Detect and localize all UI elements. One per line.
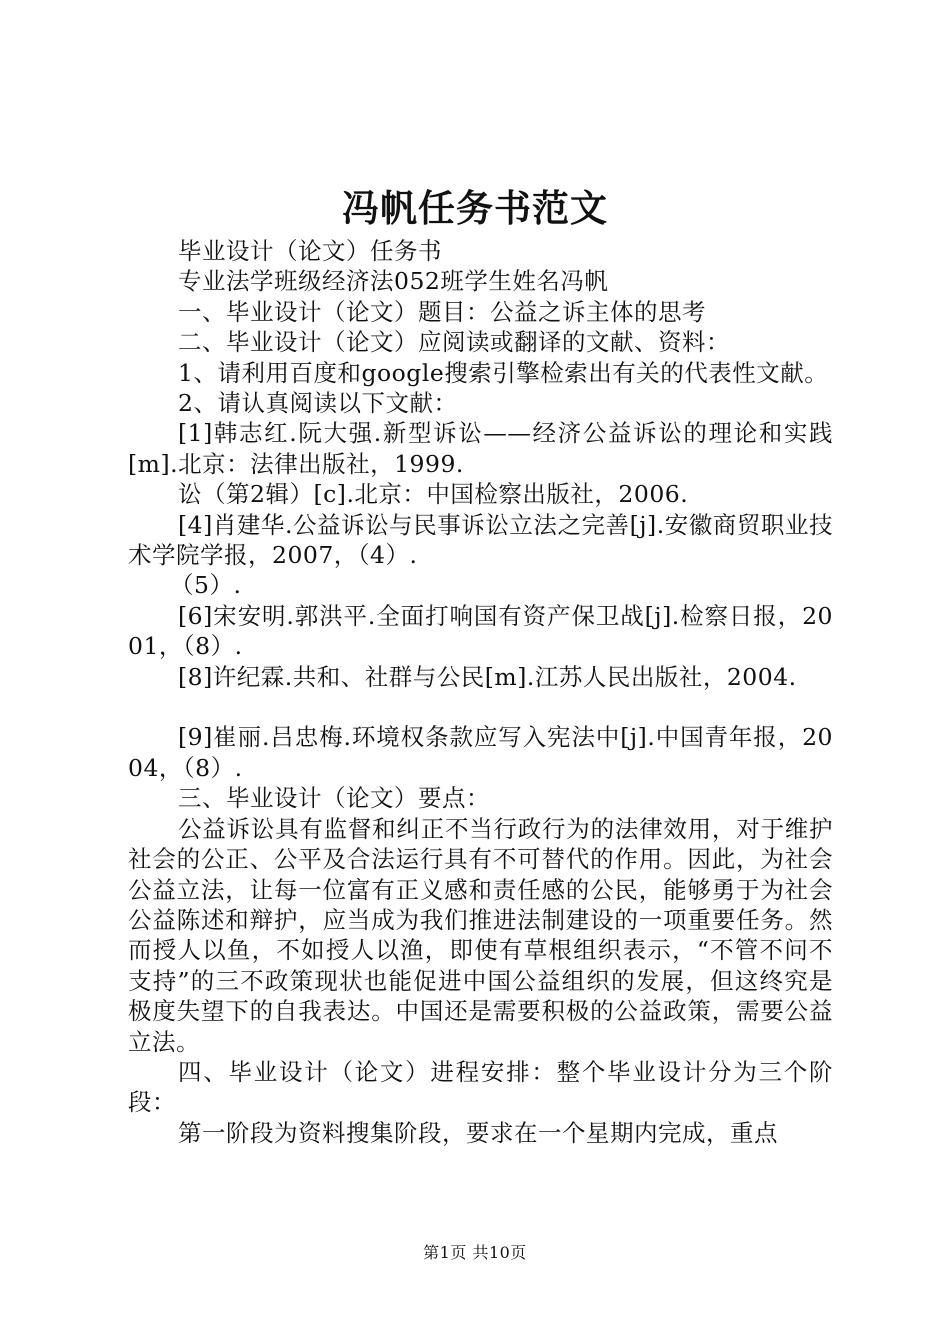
- paragraph: 二、毕业设计（论文）应阅读或翻译的文献、资料：: [178, 328, 730, 357]
- paragraph: 一、毕业设计（论文）题目：公益之诉主体的思考: [178, 297, 706, 326]
- paragraph: 第一阶段为资料搜集阶段，要求在一个星期内完成，重点: [178, 1118, 778, 1147]
- reference-item: [8]许纪霖.共和、社群与公民[m].江苏人民出版社，2004.: [178, 662, 797, 691]
- paragraph: 毕业设计（论文）任务书: [178, 237, 442, 265]
- paragraph: 1、请利用百度和google搜索引擎检索出有关的代表性文献。: [178, 358, 829, 387]
- reference-item: [9]崔丽.吕忠梅.环境权条款应写入宪法中[j].中国青年报，2004，（8）.: [128, 723, 833, 782]
- paragraph: 2、请认真阅读以下文献：: [178, 389, 458, 418]
- document-title: 冯帆任务书范文: [342, 186, 608, 230]
- blank-line: [128, 692, 833, 722]
- paragraph: 公益诉讼具有监督和纠正不当行政行为的法律效用，对于维护社会的公正、公平及合法运行具有不可替代的作用。因此，为社会公益立法，让每一位富有正义感和责任感的公民，能够勇于为社会公益陈述和辩护，应当成为我们推进法制建设的一项重要任务。然而授人以鱼，不如授人以渔，即使有草根组织表示，“不管不问不支持”的三不政策现状也能促进中国公益组织的发展，但这终究是极度失望下的自我表达。中国还是需要积极的公益政策，需要公益立法。: [128, 814, 833, 1056]
- paragraph: 专业法学班级经济法052班学生姓名冯帆: [178, 267, 609, 296]
- reference-item: 讼（第2辑）[c].北京：中国检察出版社，2006.: [178, 480, 689, 509]
- page-footer: 第1页 共10页: [423, 1243, 527, 1262]
- paragraph: 三、毕业设计（论文）要点：: [178, 784, 490, 813]
- paragraph: 四、毕业设计（论文）进程安排：整个毕业设计分为三个阶段：: [128, 1057, 833, 1117]
- reference-item: [1]韩志红.阮大强.新型诉讼——经济公益诉讼的理论和实践[m].北京：法律出版社，1999.: [128, 419, 833, 478]
- reference-item: （5）.: [170, 571, 242, 600]
- document-body: [128, 236, 833, 1148]
- reference-item: [4]肖建华.公益诉讼与民事诉讼立法之完善[j].安徽商贸职业技术学院学报，2007，（4）.: [128, 510, 833, 570]
- reference-item: [6]宋安明.郭洪平.全面打响国有资产保卫战[j].检察日报，2001，（8）.: [128, 601, 833, 661]
